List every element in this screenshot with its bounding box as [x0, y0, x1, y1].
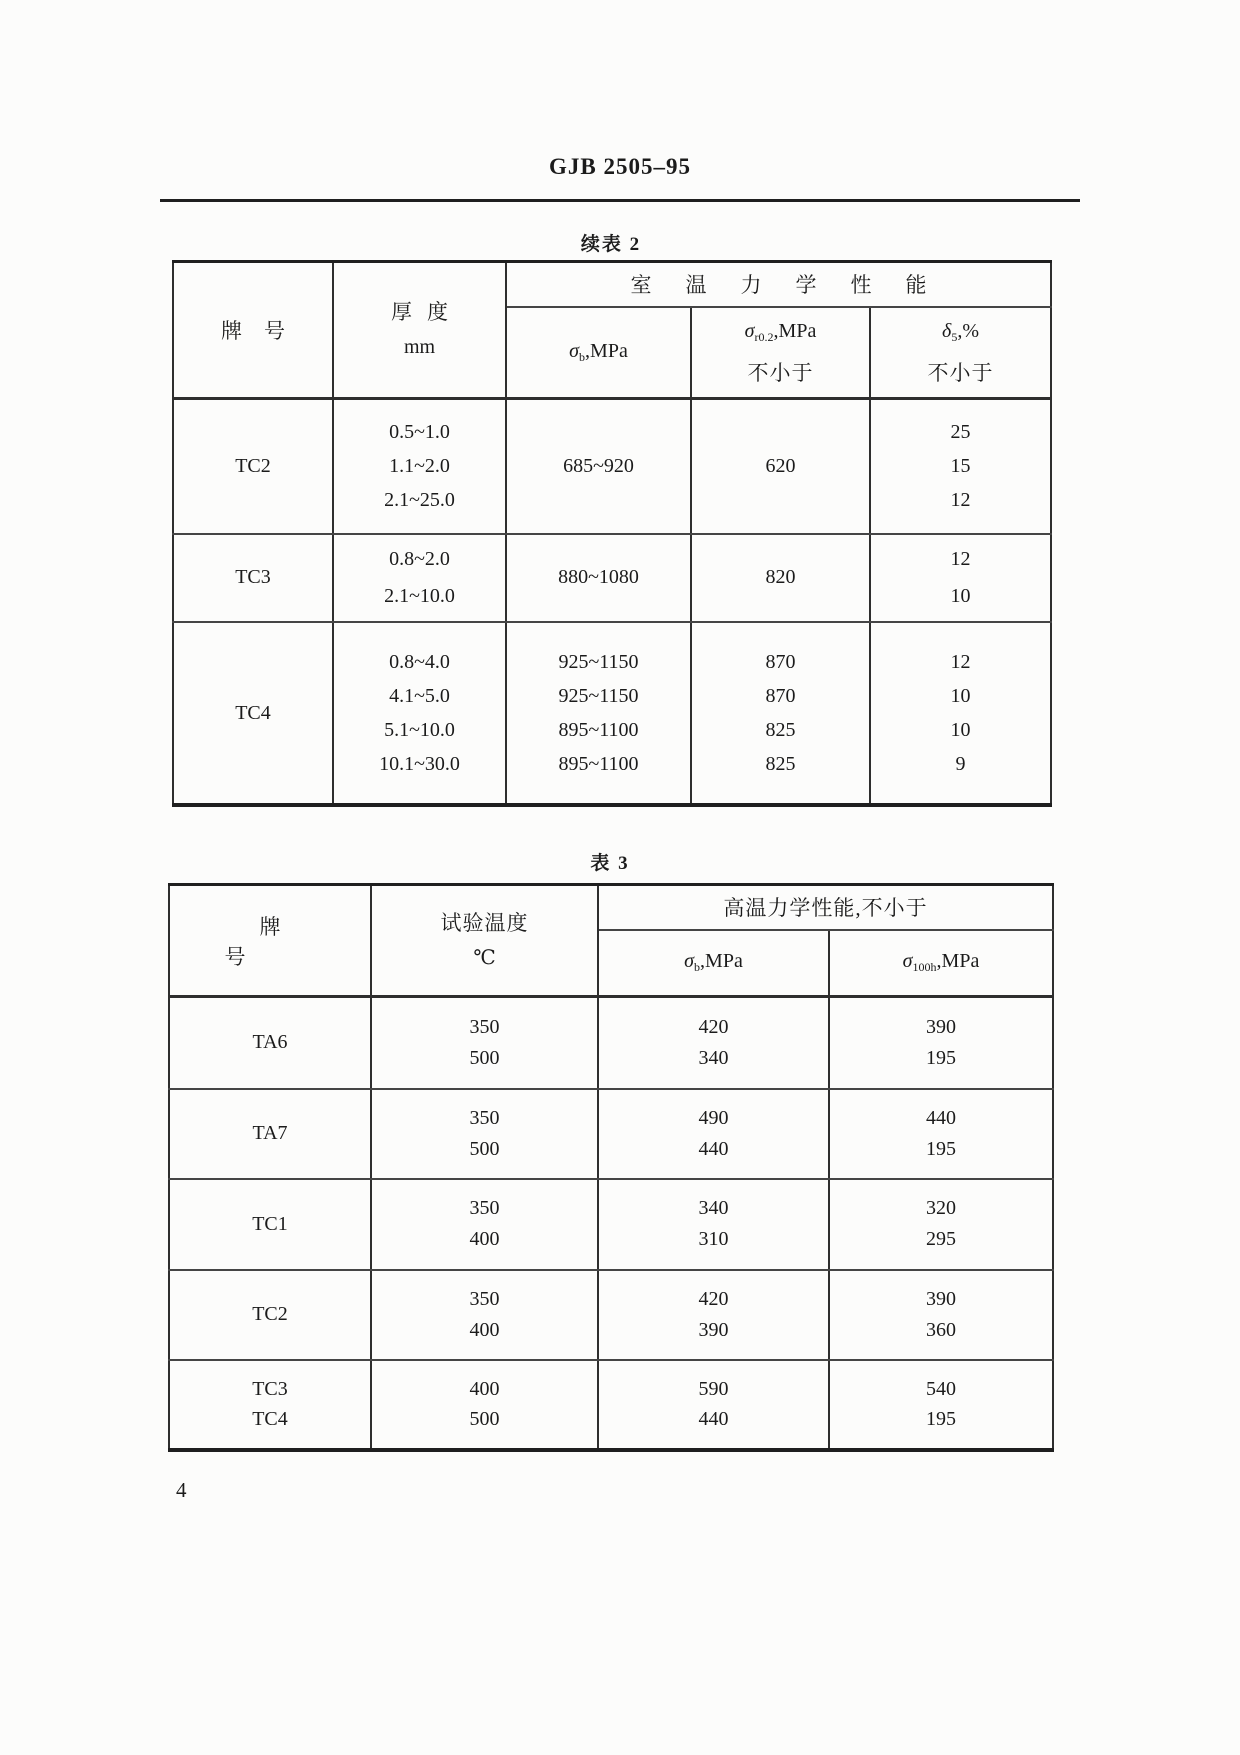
table2-room-temperature-properties [172, 260, 1052, 807]
cell-line: 440 [698, 1137, 729, 1160]
cell-line: 390 [926, 1015, 956, 1038]
cell-line: 685~920 [563, 455, 634, 478]
cell-sigma-r02 [691, 534, 870, 622]
sigma-subscript: b [579, 349, 586, 364]
cell-sigma-100h [829, 1089, 1053, 1179]
cell-line: 880~1080 [558, 566, 639, 588]
cell-grade [173, 622, 333, 805]
cell-line: 25 [950, 421, 971, 444]
cell-line: 390 [698, 1318, 729, 1341]
header-delta5 [870, 307, 1051, 399]
cell-test-temperature [371, 1089, 598, 1179]
cell-grade [173, 399, 333, 534]
table3-caption: 表 3 [590, 853, 630, 874]
cell-line: 12 [950, 489, 971, 512]
cell-line: 5.1~10.0 [384, 718, 455, 741]
cell-line: 195 [926, 1046, 956, 1069]
table-row [169, 1179, 1053, 1270]
cell-line: TC2 [252, 1303, 288, 1325]
cell-delta5 [870, 622, 1051, 805]
cell-sigma-100h [829, 1270, 1053, 1360]
cell-sigma-r02 [691, 399, 870, 534]
cell-line: TC2 [235, 455, 271, 478]
cell-line: TA7 [252, 1122, 288, 1144]
cell-line: 9 [955, 752, 966, 775]
cell-line: 10.1~30.0 [379, 752, 460, 775]
cell-thickness [333, 399, 506, 534]
header-grade [169, 885, 371, 997]
cell-line: 925~1150 [558, 650, 639, 673]
header-high-temp-group-label: 高温力学性能,不小于 [723, 896, 928, 921]
cell-line: 500 [469, 1137, 500, 1160]
cell-test-temperature [371, 1270, 598, 1360]
cell-line: 925~1150 [558, 684, 639, 707]
cell-grade [169, 1360, 371, 1450]
header-grade [173, 262, 333, 399]
header-test-temperature [371, 885, 598, 997]
sigma-symbol: σ [684, 950, 695, 973]
cell-delta5 [870, 534, 1051, 622]
cell-line: 390 [926, 1287, 956, 1310]
cell-line: 420 [698, 1287, 729, 1310]
cell-line: 2.1~25.0 [384, 489, 455, 512]
table-header-row [169, 885, 1053, 930]
header-thickness-unit: mm [403, 336, 436, 358]
header-sigma-r02-line [692, 313, 869, 355]
header-thickness [333, 262, 506, 399]
cell-thickness [333, 534, 506, 622]
cell-sigma-b [598, 1179, 829, 1270]
table-row [169, 997, 1053, 1089]
cell-line: 400 [469, 1378, 500, 1400]
cell-line: 540 [926, 1378, 956, 1400]
cell-line: 825 [765, 718, 796, 741]
sigma-symbol: σ [902, 950, 913, 973]
cell-line: 12 [950, 650, 971, 673]
table-row [169, 1089, 1053, 1179]
cell-sigma-b [506, 399, 691, 534]
cell-line: 10 [950, 684, 971, 707]
cell-line: 500 [469, 1046, 500, 1069]
header-test-temperature-label: 试验温度 [440, 910, 529, 935]
cell-line: 195 [926, 1137, 956, 1160]
table2-caption: 续表 2 [580, 234, 642, 255]
delta-subscript: 5 [951, 330, 958, 345]
cell-line: 0.8~4.0 [389, 650, 450, 673]
cell-line: 340 [698, 1197, 729, 1219]
table-row [173, 399, 1051, 534]
cell-test-temperature [371, 1179, 598, 1270]
cell-line: 310 [698, 1228, 729, 1250]
delta-symbol: δ [942, 320, 952, 343]
cell-line: 620 [765, 455, 796, 478]
cell-line: 4.1~5.0 [389, 684, 450, 707]
cell-line: 500 [469, 1408, 500, 1430]
cell-sigma-100h [829, 997, 1053, 1089]
page-number: 4 [176, 1478, 187, 1502]
table3-high-temperature-properties [168, 883, 1054, 1452]
header-sigma-b [598, 930, 829, 997]
cell-line: 0.5~1.0 [389, 421, 450, 444]
table-row [173, 622, 1051, 805]
cell-line: 195 [926, 1408, 956, 1430]
cell-line: 340 [698, 1046, 729, 1069]
cell-line: 420 [698, 1015, 729, 1038]
table3-header [169, 885, 1053, 997]
cell-sigma-100h [829, 1360, 1053, 1450]
cell-line: 350 [469, 1106, 500, 1129]
cell-line: 10 [950, 584, 971, 607]
cell-test-temperature [371, 1360, 598, 1450]
doc-code-title: GJB 2505–95 [549, 154, 691, 179]
title-rule [160, 199, 1080, 202]
cell-line: 400 [469, 1318, 500, 1341]
header-delta5-line [871, 313, 1050, 355]
cell-line: TA6 [252, 1031, 288, 1054]
header-high-temp-group [598, 885, 1053, 930]
cell-line: 440 [926, 1106, 956, 1129]
cell-sigma-b [598, 1089, 829, 1179]
table-row [173, 534, 1051, 622]
cell-line: TC1 [252, 1212, 288, 1235]
cell-line: 10 [950, 718, 971, 741]
cell-line: 590 [698, 1378, 729, 1400]
cell-line: 895~1100 [558, 752, 639, 775]
cell-line: 820 [765, 566, 796, 588]
sigma-subscript: r0.2 [754, 330, 774, 345]
sigma-unit: ,MPa [773, 320, 817, 343]
cell-line: 350 [469, 1015, 500, 1038]
sigma-unit: ,MPa [700, 950, 743, 973]
cell-sigma-b [506, 622, 691, 805]
table-row [169, 1360, 1053, 1450]
header-sigma-b [506, 307, 691, 399]
header-grade-label: 牌号 [221, 319, 307, 343]
cell-sigma-b [598, 1270, 829, 1360]
sigma-symbol: σ [569, 339, 580, 362]
sigma-unit: ,MPa [936, 950, 980, 973]
cell-grade [169, 997, 371, 1089]
cell-sigma-b [506, 534, 691, 622]
cell-line: TC4 [235, 701, 271, 724]
table2-header [173, 262, 1051, 399]
cell-sigma-b [598, 997, 829, 1089]
cell-line: 295 [926, 1228, 956, 1250]
sigma-subscript: b [694, 960, 701, 975]
sigma-unit: ,MPa [585, 339, 628, 362]
cell-test-temperature [371, 997, 598, 1089]
cell-line: 440 [698, 1408, 729, 1430]
table-header-row [173, 262, 1051, 307]
header-room-temp-group [506, 262, 1051, 307]
cell-grade [169, 1179, 371, 1270]
cell-line: 0.8~2.0 [389, 547, 450, 570]
cell-line: 1.1~2.0 [389, 455, 450, 478]
cell-line: 870 [765, 650, 796, 673]
cell-line: 400 [469, 1228, 500, 1250]
cell-line: TC3 [252, 1378, 288, 1400]
cell-line: 490 [698, 1106, 729, 1129]
cell-line: 15 [950, 455, 971, 478]
sigma-subscript: 100h [912, 960, 937, 975]
cell-line: 350 [469, 1197, 500, 1219]
not-less-than-note: 不小于 [747, 361, 814, 386]
table3-body [169, 997, 1053, 1450]
cell-line: 360 [926, 1318, 956, 1341]
cell-line: 870 [765, 684, 796, 707]
cell-delta5 [870, 399, 1051, 534]
table2-body [173, 399, 1051, 805]
cell-grade [169, 1089, 371, 1179]
cell-grade [173, 534, 333, 622]
not-less-than-note: 不小于 [927, 361, 994, 386]
cell-line: 2.1~10.0 [384, 584, 455, 607]
cell-line: 895~1100 [558, 718, 639, 741]
cell-line: 350 [469, 1287, 500, 1310]
header-test-temperature-unit: ℃ [473, 946, 496, 969]
cell-line: 825 [765, 752, 796, 775]
cell-sigma-100h [829, 1179, 1053, 1270]
cell-thickness [333, 622, 506, 805]
table-row [169, 1270, 1053, 1360]
delta-unit: ,% [957, 320, 979, 343]
header-grade-label: 牌号 [224, 914, 351, 969]
cell-sigma-b [598, 1360, 829, 1450]
cell-grade [169, 1270, 371, 1360]
header-sigma-100h [829, 930, 1053, 997]
cell-line: 320 [926, 1197, 956, 1219]
header-sigma-r02 [691, 307, 870, 399]
header-room-temp-group-label: 室温力学性能 [630, 273, 961, 298]
sigma-symbol: σ [744, 320, 755, 343]
cell-line: TC3 [235, 566, 271, 588]
cell-line: 12 [950, 547, 971, 570]
header-thickness-label: 厚度 [391, 300, 463, 324]
cell-sigma-r02 [691, 622, 870, 805]
cell-line: TC4 [252, 1408, 288, 1430]
